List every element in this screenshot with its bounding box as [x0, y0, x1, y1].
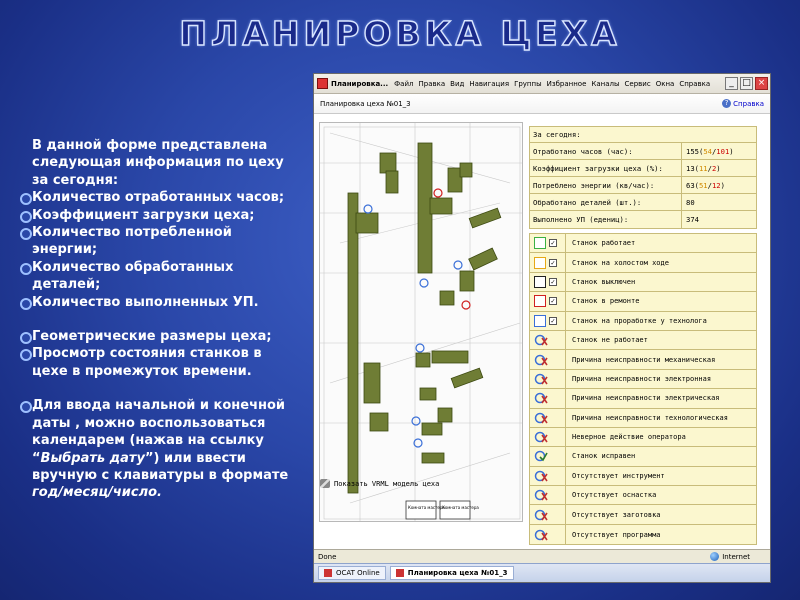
- machine-status-icon: [534, 353, 548, 367]
- bullet-item-date: [18, 397, 298, 501]
- legend-icon-cell: [530, 447, 566, 465]
- legend-icon-cell: [530, 331, 566, 349]
- legend-label: Причина неисправности электронная: [572, 374, 712, 383]
- legend-icon-cell: [530, 467, 566, 485]
- legend-table: [529, 233, 757, 545]
- bullet-list-geometry: [18, 328, 298, 380]
- bullet-list-stats: [18, 189, 298, 311]
- page-title: Планировка цеха №01_3: [320, 99, 411, 108]
- legend-checkbox[interactable]: ✓: [550, 239, 556, 248]
- machine-status-icon: [534, 469, 548, 483]
- legend-icon-cell: [530, 505, 566, 523]
- legend-label: Причина неисправности технологическая: [572, 413, 728, 422]
- machine-status-icon: [534, 449, 548, 463]
- legend-row: [530, 389, 756, 408]
- legend-checkbox[interactable]: ✓: [550, 277, 556, 286]
- machine-status-icon: [534, 391, 548, 405]
- stats-row: [530, 160, 756, 177]
- app-icon: [317, 78, 328, 89]
- stats-value: 155(54/101): [686, 147, 734, 156]
- window-title: Планировка...: [331, 79, 389, 88]
- legend-row: [530, 292, 756, 311]
- pencil-icon: [320, 479, 330, 488]
- legend-icon-cell: [530, 273, 566, 291]
- machine-status-icon: [534, 488, 548, 502]
- legend-label: Отсутствует оснастка: [572, 491, 657, 500]
- status-square-icon: [534, 276, 546, 288]
- legend-label: Причина неисправности электрическая: [572, 394, 720, 403]
- stats-value: 374: [686, 215, 699, 224]
- stats-label: Выполнено УП (едениц):: [530, 211, 682, 228]
- stats-header: За сегодня:: [530, 127, 756, 143]
- legend-icon-cell: [530, 525, 566, 544]
- machine-status-icon: [534, 372, 548, 386]
- legend-label: Станок на проработке у технолога: [572, 316, 707, 325]
- stats-row: [530, 143, 756, 160]
- machine-status-icon: [534, 508, 548, 522]
- maximize-button[interactable]: □: [740, 77, 753, 90]
- status-bar: [314, 549, 770, 563]
- taskbar: [314, 563, 770, 582]
- legend-row: [530, 428, 756, 447]
- machine-status-icon: [534, 528, 548, 542]
- menu-item-channels[interactable]: Каналы: [591, 79, 620, 88]
- legend-label: Отсутствует программа: [572, 530, 661, 539]
- legend-icon-cell: [530, 253, 566, 271]
- globe-icon: [710, 552, 719, 561]
- taskbar-item-ocat[interactable]: [318, 566, 386, 580]
- machine-status-icon: [534, 411, 548, 425]
- date-text-b: ”) или ввести вручную с клавиатуры в формате: [32, 450, 289, 483]
- legend-icon-cell: [530, 350, 566, 368]
- legend-icon-cell: [530, 234, 566, 252]
- legend-checkbox[interactable]: ✓: [550, 297, 556, 306]
- date-link-text: Выбрать дату: [40, 450, 145, 466]
- status-text: Done: [318, 552, 337, 561]
- menu-item-favorites[interactable]: Избранное: [546, 79, 587, 88]
- bullet-item: Геометрические размеры цеха;: [18, 328, 298, 345]
- legend-row: [530, 234, 756, 253]
- date-text-a: Для ввода начальной и конечной даты , можно воспользоваться календарем (нажав на ссылку “: [32, 398, 286, 466]
- machine-status-icon: [534, 333, 548, 347]
- stats-label: Отработано часов (час):: [530, 143, 682, 159]
- plan-room-label: Комната мастера: [408, 505, 445, 510]
- stats-value: 13(11/2): [686, 164, 721, 173]
- intro-text: В данной форме представлена следующая информация по цеху за сегодня:: [32, 138, 284, 188]
- legend-row: [530, 505, 756, 524]
- help-icon: ?: [722, 99, 731, 108]
- legend-row: [530, 486, 756, 505]
- bullet-item: Просмотр состояния станков в цехе в промежуток времени.: [18, 345, 298, 380]
- stats-value: 63(51/12): [686, 181, 725, 190]
- legend-icon-cell: [530, 486, 566, 504]
- legend-row: [530, 331, 756, 350]
- menu-item-groups[interactable]: Группы: [514, 79, 542, 88]
- bullet-item: Коэффициент загрузки цеха;: [18, 207, 298, 224]
- legend-label: Причина неисправности механическая: [572, 355, 716, 364]
- legend-label: Станок выключен: [572, 277, 636, 286]
- today-stats-table: [529, 126, 757, 229]
- taskbar-item-floorplan[interactable]: [390, 566, 514, 580]
- legend-row: [530, 312, 756, 331]
- floor-plan[interactable]: [319, 122, 523, 522]
- status-square-icon: [534, 295, 546, 307]
- legend-label: Станок исправен: [572, 452, 636, 461]
- stats-label: Обработано деталей (шт.):: [530, 194, 682, 210]
- stats-label: Потреблено энергии (кв/час):: [530, 177, 682, 193]
- legend-icon-cell: [530, 409, 566, 427]
- date-format-text: год/месяц/число.: [32, 485, 162, 501]
- bullet-item: Количество выполненных УП.: [18, 294, 298, 311]
- status-square-icon: [534, 237, 546, 249]
- help-label: Справка: [733, 99, 764, 108]
- window-controls: [725, 77, 770, 90]
- legend-row: [530, 447, 756, 466]
- browser-window: [313, 73, 771, 583]
- status-square-icon: [534, 257, 546, 269]
- bullet-item: Количество обработанных деталей;: [18, 259, 298, 294]
- bullet-item: Количество отработанных часов;: [18, 189, 298, 206]
- legend-icon-cell: [530, 389, 566, 407]
- legend-icon-cell: [530, 428, 566, 446]
- legend-row: [530, 467, 756, 486]
- content-header: [314, 94, 770, 114]
- taskbar-label: OCAT Online: [336, 569, 380, 577]
- menu-bar: [314, 74, 770, 94]
- stats-row: [530, 211, 756, 228]
- menu-item-tools[interactable]: Сервис: [624, 79, 651, 88]
- legend-row: [530, 253, 756, 272]
- window-icon: [396, 569, 404, 577]
- menu-item-edit[interactable]: Правка: [418, 79, 446, 88]
- legend-label: Отсутствует заготовка: [572, 510, 661, 519]
- plan-room-label: Комната мастера: [442, 505, 479, 510]
- legend-row: [530, 409, 756, 428]
- legend-icon-cell: [530, 370, 566, 388]
- stats-row: [530, 194, 756, 211]
- menu-item-windows[interactable]: Окна: [655, 79, 675, 88]
- legend-icon-cell: [530, 292, 566, 310]
- slide-title: ПЛАНИРОВКА ЦЕХА: [179, 14, 621, 53]
- minimize-button[interactable]: _: [725, 77, 738, 90]
- vrml-link-label: Показать VRML модель цеха: [334, 479, 440, 488]
- legend-row: [530, 525, 756, 544]
- legend-checkbox[interactable]: ✓: [550, 316, 556, 325]
- help-link[interactable]: [722, 99, 764, 108]
- legend-row: [530, 370, 756, 389]
- legend-row: [530, 350, 756, 369]
- vrml-model-link[interactable]: [320, 479, 439, 488]
- legend-label: Отсутствует инструмент: [572, 471, 665, 480]
- window-icon: [324, 569, 332, 577]
- stats-value: 80: [686, 198, 695, 207]
- legend-checkbox[interactable]: ✓: [550, 258, 556, 267]
- legend-row: [530, 273, 756, 292]
- machine-status-icon: [534, 430, 548, 444]
- slide-description: [18, 137, 298, 502]
- zone-label: Internet: [722, 552, 750, 561]
- legend-label: Неверное действие оператора: [572, 433, 686, 442]
- security-zone: [710, 552, 770, 561]
- stats-row: [530, 177, 756, 194]
- menu-item-file[interactable]: Файл: [394, 79, 414, 88]
- menu-item-navigation[interactable]: Навигация: [469, 79, 510, 88]
- legend-label: Станок работает: [572, 239, 636, 248]
- legend-label: Станок не работает: [572, 336, 648, 345]
- floor-plan-drawing: [320, 123, 523, 522]
- legend-label: Станок в ремонте: [572, 297, 640, 306]
- legend-icon-cell: [530, 312, 566, 330]
- bullet-list-date: [18, 397, 298, 501]
- status-square-icon: [534, 315, 546, 327]
- menu-item-view[interactable]: Вид: [450, 79, 465, 88]
- bullet-item: Количество потребленной энергии;: [18, 224, 298, 259]
- taskbar-label: Планировка цеха №01_3: [407, 569, 508, 577]
- stats-label: Коэффициент загрузки цеха (%):: [530, 160, 682, 176]
- menu-item-help[interactable]: Справка: [679, 79, 711, 88]
- close-button[interactable]: ×: [755, 77, 768, 90]
- legend-label: Станок на холостом ходе: [572, 258, 669, 267]
